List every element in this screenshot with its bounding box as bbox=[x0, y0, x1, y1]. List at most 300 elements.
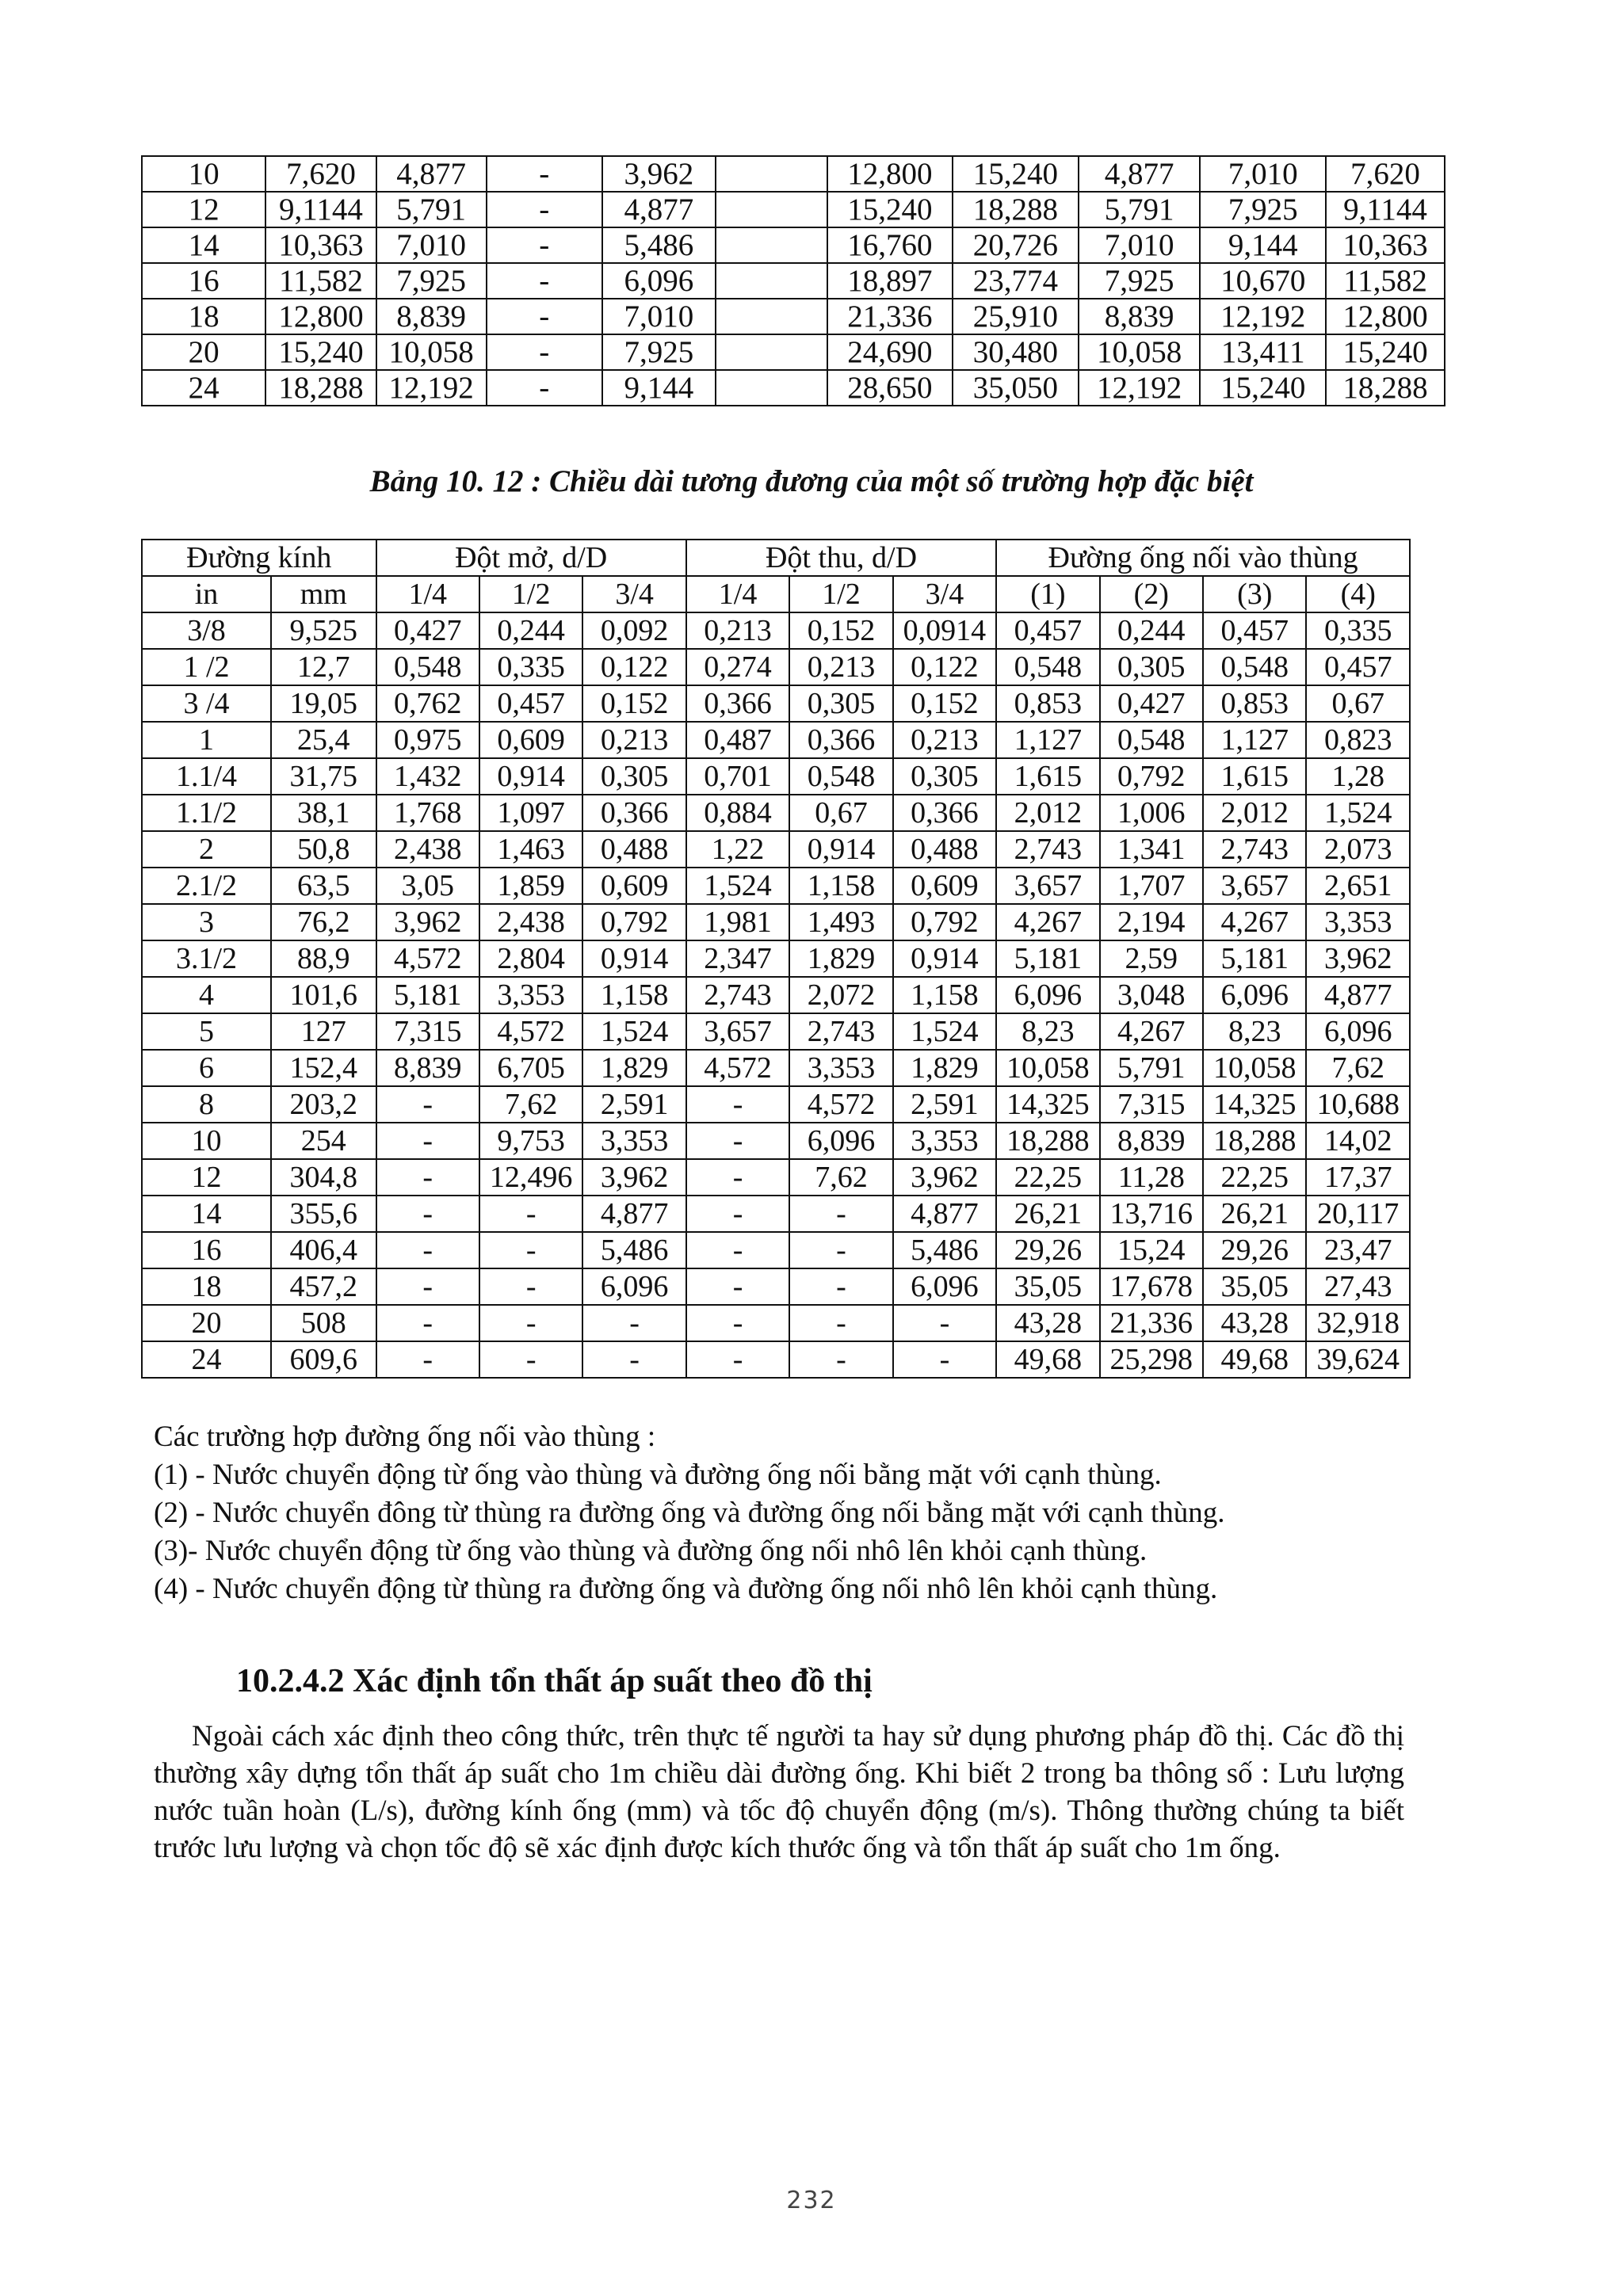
table-cell: 304,8 bbox=[271, 1159, 376, 1196]
table-cell: 1,341 bbox=[1100, 831, 1203, 868]
table-cell: 23,774 bbox=[953, 263, 1079, 299]
table-cell: 0,213 bbox=[686, 612, 789, 649]
table-cell: 4,877 bbox=[1079, 156, 1201, 192]
table-cell: 10,363 bbox=[265, 227, 376, 263]
section-heading: 10.2.4.2 Xác định tổn thất áp suất theo đồ thị bbox=[236, 1663, 873, 1699]
table-cell: 0,488 bbox=[582, 831, 685, 868]
table-cell: 0,366 bbox=[686, 685, 789, 722]
table-cell: - bbox=[487, 263, 602, 299]
table-cell: 0,67 bbox=[1306, 685, 1410, 722]
table-cell: 4,572 bbox=[686, 1050, 789, 1086]
tank-connection-notes bbox=[154, 1418, 1225, 1608]
table-cell: 14,325 bbox=[996, 1086, 1099, 1123]
table-cell: 0,884 bbox=[686, 795, 789, 831]
table-cell: 0,609 bbox=[479, 722, 582, 758]
table-cell: 0,914 bbox=[789, 831, 892, 868]
table-cell: 1,829 bbox=[582, 1050, 685, 1086]
table-cell: 12,800 bbox=[265, 299, 376, 334]
table-cell: 4,877 bbox=[1306, 977, 1410, 1013]
table-cell: 6,096 bbox=[582, 1268, 685, 1305]
table-cell: 3,353 bbox=[893, 1123, 996, 1159]
sub-header-cell: (4) bbox=[1306, 576, 1410, 612]
table-cell: 6,096 bbox=[602, 263, 716, 299]
table-cell: 39,624 bbox=[1306, 1341, 1410, 1378]
table-row bbox=[142, 831, 1410, 868]
table-cell: 1.1/2 bbox=[142, 795, 271, 831]
table-cell: 0,457 bbox=[1306, 649, 1410, 685]
table-cell: 1,463 bbox=[479, 831, 582, 868]
table-cell: 31,75 bbox=[271, 758, 376, 795]
table-cell: 13,716 bbox=[1100, 1196, 1203, 1232]
sub-header-cell: 1/2 bbox=[479, 576, 582, 612]
table-cell: 4,267 bbox=[996, 904, 1099, 940]
table-cell: 1,28 bbox=[1306, 758, 1410, 795]
table-cell: 49,68 bbox=[996, 1341, 1099, 1378]
table-cell: 24,690 bbox=[827, 334, 953, 370]
table-cell: 2,347 bbox=[686, 940, 789, 977]
table-cell: 4,572 bbox=[789, 1086, 892, 1123]
table-cell: - bbox=[893, 1341, 996, 1378]
table-cell: 457,2 bbox=[271, 1268, 376, 1305]
table-row bbox=[142, 1341, 1410, 1378]
table-cell: 28,650 bbox=[827, 370, 953, 406]
body-paragraph: Ngoài cách xác định theo công thức, trên thực tế người ta hay sử dụng phương pháp đồ thị. Các đồ thị thường xây dựng tổn thất áp suất cho 1m chiều dài đường ống. Khi biết 2 trong ba thông số : Lưu lượng nước tuần hoàn (L/s), đường kính ống (mm) và tốc độ chuyển động (m/s). Thông thường chúng ta biết trước lưu lượng và chọn tốc độ sẽ xác định được kích thước ống và tổn thất áp suất cho 1m ống. bbox=[154, 1720, 1404, 1864]
table-cell: 3,962 bbox=[582, 1159, 685, 1196]
table-row bbox=[142, 1159, 1410, 1196]
table-cell: 5,181 bbox=[996, 940, 1099, 977]
table-cell: 0,427 bbox=[1100, 685, 1203, 722]
table-cell: - bbox=[686, 1123, 789, 1159]
table-cell: 0,548 bbox=[1203, 649, 1306, 685]
table-cell: 0,427 bbox=[376, 612, 479, 649]
table-cell: 0,609 bbox=[893, 868, 996, 904]
sub-header-cell: 3/4 bbox=[582, 576, 685, 612]
sub-header-cell: in bbox=[142, 576, 271, 612]
table-row bbox=[142, 227, 1445, 263]
table-cell: 15,240 bbox=[1326, 334, 1445, 370]
table-cell: 0,0914 bbox=[893, 612, 996, 649]
table-row bbox=[142, 1232, 1410, 1268]
table-cell: - bbox=[487, 334, 602, 370]
table-cell: 0,213 bbox=[893, 722, 996, 758]
table-cell: 12,7 bbox=[271, 649, 376, 685]
table-cell: - bbox=[686, 1086, 789, 1123]
table-cell: 49,68 bbox=[1203, 1341, 1306, 1378]
table-cell: 0,122 bbox=[893, 649, 996, 685]
table-cell: - bbox=[479, 1305, 582, 1341]
table-cell: 0,792 bbox=[582, 904, 685, 940]
table-cell: 18 bbox=[142, 299, 265, 334]
table-row bbox=[142, 334, 1445, 370]
table-cell: 3,962 bbox=[602, 156, 716, 192]
table-cell bbox=[716, 334, 827, 370]
table-cell: 8,23 bbox=[996, 1013, 1099, 1050]
table-cell: 17,37 bbox=[1306, 1159, 1410, 1196]
table-cell: 0,823 bbox=[1306, 722, 1410, 758]
table-cell: 4,877 bbox=[602, 192, 716, 227]
table-cell: - bbox=[376, 1123, 479, 1159]
table-cell: - bbox=[376, 1341, 479, 1378]
table-cell: 10,058 bbox=[996, 1050, 1099, 1086]
table-cell: 10,058 bbox=[376, 334, 487, 370]
table-cell: 2,012 bbox=[1203, 795, 1306, 831]
table-cell: 0,213 bbox=[582, 722, 685, 758]
table-cell: 8,839 bbox=[376, 299, 487, 334]
table-cell: 76,2 bbox=[271, 904, 376, 940]
table-cell: 27,43 bbox=[1306, 1268, 1410, 1305]
table-cell: 4,877 bbox=[582, 1196, 685, 1232]
table-cell: 16 bbox=[142, 1232, 271, 1268]
table-cell: 0,792 bbox=[893, 904, 996, 940]
table-cell: - bbox=[686, 1196, 789, 1232]
table-cell: - bbox=[789, 1305, 892, 1341]
table-cell: 6,096 bbox=[893, 1268, 996, 1305]
table-cell: - bbox=[487, 227, 602, 263]
table-cell: - bbox=[582, 1341, 685, 1378]
table-cell: - bbox=[479, 1268, 582, 1305]
table-cell: 12,496 bbox=[479, 1159, 582, 1196]
table-cell: 2,073 bbox=[1306, 831, 1410, 868]
table-cell: 2,438 bbox=[479, 904, 582, 940]
table-row bbox=[142, 1196, 1410, 1232]
table-row bbox=[142, 685, 1410, 722]
table-cell: - bbox=[376, 1159, 479, 1196]
table-cell: 3,048 bbox=[1100, 977, 1203, 1013]
table-row bbox=[142, 1086, 1410, 1123]
table-cell: 18,897 bbox=[827, 263, 953, 299]
table-cell: 5,791 bbox=[376, 192, 487, 227]
table-cell bbox=[716, 370, 827, 406]
table-cell: 203,2 bbox=[271, 1086, 376, 1123]
sub-header-cell: (2) bbox=[1100, 576, 1203, 612]
table-cell: 3,962 bbox=[1306, 940, 1410, 977]
table-cell: - bbox=[487, 299, 602, 334]
table-cell: 20,726 bbox=[953, 227, 1079, 263]
table-cell: 7,925 bbox=[602, 334, 716, 370]
table-row bbox=[142, 977, 1410, 1013]
table-cell: 0,213 bbox=[789, 649, 892, 685]
table-row bbox=[142, 649, 1410, 685]
table-cell: 609,6 bbox=[271, 1341, 376, 1378]
table-cell: 0,244 bbox=[479, 612, 582, 649]
table-cell: 10,363 bbox=[1326, 227, 1445, 263]
table-cell: 0,762 bbox=[376, 685, 479, 722]
table-cell: 0,609 bbox=[582, 868, 685, 904]
table-cell: 18,288 bbox=[996, 1123, 1099, 1159]
table-cell: 1,829 bbox=[789, 940, 892, 977]
table-cell: 1,615 bbox=[1203, 758, 1306, 795]
table-cell: 1,432 bbox=[376, 758, 479, 795]
sub-header-cell: (3) bbox=[1203, 576, 1306, 612]
table-cell bbox=[716, 227, 827, 263]
table-cell: 0,305 bbox=[893, 758, 996, 795]
table-cell: 0,457 bbox=[479, 685, 582, 722]
table-cell: 4,267 bbox=[1100, 1013, 1203, 1050]
table-cell: 1 /2 bbox=[142, 649, 271, 685]
table-cell: 18,288 bbox=[1326, 370, 1445, 406]
table-cell: 0,548 bbox=[789, 758, 892, 795]
table-cell: 10,670 bbox=[1200, 263, 1326, 299]
page-number: 232 bbox=[786, 2187, 837, 2214]
table-cell: 8,23 bbox=[1203, 1013, 1306, 1050]
table-cell: - bbox=[789, 1232, 892, 1268]
table-cell: 18 bbox=[142, 1268, 271, 1305]
table-cell: 5,486 bbox=[582, 1232, 685, 1268]
table-cell: 63,5 bbox=[271, 868, 376, 904]
table-row bbox=[142, 795, 1410, 831]
table-cell: 2 bbox=[142, 831, 271, 868]
table-cell: 7,315 bbox=[1100, 1086, 1203, 1123]
table-cell bbox=[716, 263, 827, 299]
table-row bbox=[142, 722, 1410, 758]
table-row bbox=[142, 192, 1445, 227]
note-4: (4) - Nước chuyển động từ thùng ra đường ống và đường ống nối nhô lên khỏi cạnh thùng. bbox=[154, 1573, 1218, 1605]
table-cell: 2,438 bbox=[376, 831, 479, 868]
table-cell: - bbox=[376, 1086, 479, 1123]
table-cell: 15,240 bbox=[265, 334, 376, 370]
table-cell: 3 /4 bbox=[142, 685, 271, 722]
equivalent-length-table-continued bbox=[141, 155, 1445, 406]
table-cell: 25,910 bbox=[953, 299, 1079, 334]
table-cell: 18,288 bbox=[1203, 1123, 1306, 1159]
table-cell: 3 bbox=[142, 904, 271, 940]
table-cell: 7,620 bbox=[1326, 156, 1445, 192]
table-cell: 0,487 bbox=[686, 722, 789, 758]
table-cell: 2,591 bbox=[893, 1086, 996, 1123]
table-cell: - bbox=[789, 1341, 892, 1378]
table-cell: 9,1144 bbox=[265, 192, 376, 227]
table-cell: 29,26 bbox=[1203, 1232, 1306, 1268]
table-cell: 5 bbox=[142, 1013, 271, 1050]
table-cell: 7,620 bbox=[265, 156, 376, 192]
table-cell: 5,791 bbox=[1079, 192, 1201, 227]
table-cell: 7,62 bbox=[789, 1159, 892, 1196]
table-cell: 9,753 bbox=[479, 1123, 582, 1159]
table-cell: 0,244 bbox=[1100, 612, 1203, 649]
table-cell: 11,28 bbox=[1100, 1159, 1203, 1196]
table-cell: - bbox=[686, 1341, 789, 1378]
table-cell: - bbox=[582, 1305, 685, 1341]
table-row bbox=[142, 156, 1445, 192]
table-row bbox=[142, 612, 1410, 649]
table-cell: 508 bbox=[271, 1305, 376, 1341]
table-cell: 24 bbox=[142, 1341, 271, 1378]
table-cell: 17,678 bbox=[1100, 1268, 1203, 1305]
table-cell: 7,925 bbox=[376, 263, 487, 299]
table-cell: 43,28 bbox=[1203, 1305, 1306, 1341]
table-cell: 0,67 bbox=[789, 795, 892, 831]
table-cell: 8 bbox=[142, 1086, 271, 1123]
table-cell: 10,058 bbox=[1079, 334, 1201, 370]
table-cell: 1,006 bbox=[1100, 795, 1203, 831]
header-sudden-expansion: Đột mở, d/D bbox=[376, 540, 686, 576]
table-cell bbox=[716, 299, 827, 334]
table-cell: - bbox=[487, 370, 602, 406]
table-cell: 2,591 bbox=[582, 1086, 685, 1123]
table-cell: 1,524 bbox=[1306, 795, 1410, 831]
table-caption: Bảng 10. 12 : Chiều dài tương đương của một số trường hợp đặc biệt bbox=[369, 464, 1254, 498]
table-cell: 14,02 bbox=[1306, 1123, 1410, 1159]
table-cell: 22,25 bbox=[1203, 1159, 1306, 1196]
table-cell: - bbox=[686, 1268, 789, 1305]
table-cell: 2,651 bbox=[1306, 868, 1410, 904]
table-cell: 2,012 bbox=[996, 795, 1099, 831]
table-cell: 0,914 bbox=[893, 940, 996, 977]
table-cell: 1,097 bbox=[479, 795, 582, 831]
table-cell: 9,525 bbox=[271, 612, 376, 649]
table-cell bbox=[716, 192, 827, 227]
table-cell: 9,1144 bbox=[1326, 192, 1445, 227]
table-cell: 6,096 bbox=[1306, 1013, 1410, 1050]
table-row bbox=[142, 299, 1445, 334]
table-cell: 25,4 bbox=[271, 722, 376, 758]
table-row bbox=[142, 940, 1410, 977]
sub-header-cell: (1) bbox=[996, 576, 1099, 612]
table-cell: 2,743 bbox=[1203, 831, 1306, 868]
table-cell: - bbox=[479, 1196, 582, 1232]
table-cell: 21,336 bbox=[827, 299, 953, 334]
table-cell: 0,792 bbox=[1100, 758, 1203, 795]
table-cell: 0,548 bbox=[376, 649, 479, 685]
table-cell: - bbox=[487, 192, 602, 227]
table-cell: 101,6 bbox=[271, 977, 376, 1013]
table-cell: 11,582 bbox=[1326, 263, 1445, 299]
table-cell: - bbox=[686, 1159, 789, 1196]
table-cell: 0,975 bbox=[376, 722, 479, 758]
table-cell: 2,194 bbox=[1100, 904, 1203, 940]
table-cell: 2.1/2 bbox=[142, 868, 271, 904]
table-cell: 1,615 bbox=[996, 758, 1099, 795]
table-cell: 0,092 bbox=[582, 612, 685, 649]
table-cell: 0,305 bbox=[789, 685, 892, 722]
table-cell: 1,981 bbox=[686, 904, 789, 940]
table-cell: 26,21 bbox=[996, 1196, 1099, 1232]
table-cell: 3,353 bbox=[582, 1123, 685, 1159]
table-cell: 30,480 bbox=[953, 334, 1079, 370]
table-cell: 10,058 bbox=[1203, 1050, 1306, 1086]
table-cell: 29,26 bbox=[996, 1232, 1099, 1268]
table-cell: 7,925 bbox=[1200, 192, 1326, 227]
table-cell: 0,853 bbox=[1203, 685, 1306, 722]
table-cell: 50,8 bbox=[271, 831, 376, 868]
note-2: (2) - Nước chuyển đông từ thùng ra đường ống và đường ống nối bằng mặt với cạnh thùng. bbox=[154, 1497, 1225, 1529]
table-cell: 8,839 bbox=[1079, 299, 1201, 334]
table-cell: 26,21 bbox=[1203, 1196, 1306, 1232]
table-cell: 0,457 bbox=[996, 612, 1099, 649]
table-cell: 0,366 bbox=[582, 795, 685, 831]
table-cell: 1.1/4 bbox=[142, 758, 271, 795]
equivalent-length-special-cases-table bbox=[141, 539, 1411, 1379]
table-cell: 6,096 bbox=[996, 977, 1099, 1013]
sub-header-cell: 1/2 bbox=[789, 576, 892, 612]
table-cell: 12,192 bbox=[376, 370, 487, 406]
table-cell: 355,6 bbox=[271, 1196, 376, 1232]
table-cell: 3,353 bbox=[479, 977, 582, 1013]
table-cell: 3,05 bbox=[376, 868, 479, 904]
table-cell: - bbox=[893, 1305, 996, 1341]
table-cell: 0,457 bbox=[1203, 612, 1306, 649]
table-cell: 1,524 bbox=[582, 1013, 685, 1050]
table-cell: 5,181 bbox=[1203, 940, 1306, 977]
table-cell bbox=[716, 156, 827, 192]
table-cell: 10 bbox=[142, 1123, 271, 1159]
table-cell: 0,366 bbox=[789, 722, 892, 758]
table-cell: 13,411 bbox=[1200, 334, 1326, 370]
table-cell: 7,62 bbox=[479, 1086, 582, 1123]
table-cell: 9,144 bbox=[1200, 227, 1326, 263]
table-cell: 0,335 bbox=[1306, 612, 1410, 649]
table-cell: 20,117 bbox=[1306, 1196, 1410, 1232]
table-cell: 12 bbox=[142, 1159, 271, 1196]
table-cell: 7,010 bbox=[602, 299, 716, 334]
table-cell: 0,488 bbox=[893, 831, 996, 868]
table-cell: 1,158 bbox=[893, 977, 996, 1013]
table-cell: 2,59 bbox=[1100, 940, 1203, 977]
table-cell: 1,768 bbox=[376, 795, 479, 831]
table-cell: 35,050 bbox=[953, 370, 1079, 406]
table-cell: 1,158 bbox=[789, 868, 892, 904]
table-cell: 1,524 bbox=[893, 1013, 996, 1050]
table-cell: 14,325 bbox=[1203, 1086, 1306, 1123]
table-cell: 12,800 bbox=[1326, 299, 1445, 334]
table-cell: 0,335 bbox=[479, 649, 582, 685]
table-cell: 406,4 bbox=[271, 1232, 376, 1268]
table-cell: 20 bbox=[142, 1305, 271, 1341]
table-cell: 3,657 bbox=[1203, 868, 1306, 904]
table-cell: 2,743 bbox=[789, 1013, 892, 1050]
header-diameter: Đường kính bbox=[142, 540, 376, 576]
table-cell: 0,152 bbox=[789, 612, 892, 649]
table-cell: 8,839 bbox=[1100, 1123, 1203, 1159]
table-cell: 0,548 bbox=[996, 649, 1099, 685]
table-cell: - bbox=[479, 1341, 582, 1378]
sub-header-cell: 1/4 bbox=[376, 576, 479, 612]
table-cell: 0,122 bbox=[582, 649, 685, 685]
table-cell: 32,918 bbox=[1306, 1305, 1410, 1341]
table-cell: 6,096 bbox=[789, 1123, 892, 1159]
table-cell: 3/8 bbox=[142, 612, 271, 649]
sub-header-row bbox=[142, 576, 1410, 612]
table-cell: 1,22 bbox=[686, 831, 789, 868]
table-cell: 23,47 bbox=[1306, 1232, 1410, 1268]
header-sudden-contraction: Đột thu, d/D bbox=[686, 540, 996, 576]
table-cell: 0,366 bbox=[893, 795, 996, 831]
table-cell: 16 bbox=[142, 263, 265, 299]
table-cell: 0,548 bbox=[1100, 722, 1203, 758]
sub-header-cell: 3/4 bbox=[893, 576, 996, 612]
table-cell: 3,962 bbox=[376, 904, 479, 940]
table-cell: 4 bbox=[142, 977, 271, 1013]
table-cell: - bbox=[376, 1305, 479, 1341]
table-cell: - bbox=[479, 1232, 582, 1268]
table-cell: 2,743 bbox=[686, 977, 789, 1013]
table-cell: 0,152 bbox=[582, 685, 685, 722]
table-cell: 6,096 bbox=[1203, 977, 1306, 1013]
table-cell: 6 bbox=[142, 1050, 271, 1086]
table-cell: 18,288 bbox=[953, 192, 1079, 227]
table-cell: 43,28 bbox=[996, 1305, 1099, 1341]
table-row bbox=[142, 263, 1445, 299]
table-row bbox=[142, 1050, 1410, 1086]
table-cell: 14 bbox=[142, 1196, 271, 1232]
table-cell: - bbox=[686, 1305, 789, 1341]
table-cell: - bbox=[376, 1232, 479, 1268]
table-row bbox=[142, 758, 1410, 795]
table-cell: 0,914 bbox=[479, 758, 582, 795]
table-cell: 1,707 bbox=[1100, 868, 1203, 904]
table-cell: 3,962 bbox=[893, 1159, 996, 1196]
table-cell: 1,493 bbox=[789, 904, 892, 940]
